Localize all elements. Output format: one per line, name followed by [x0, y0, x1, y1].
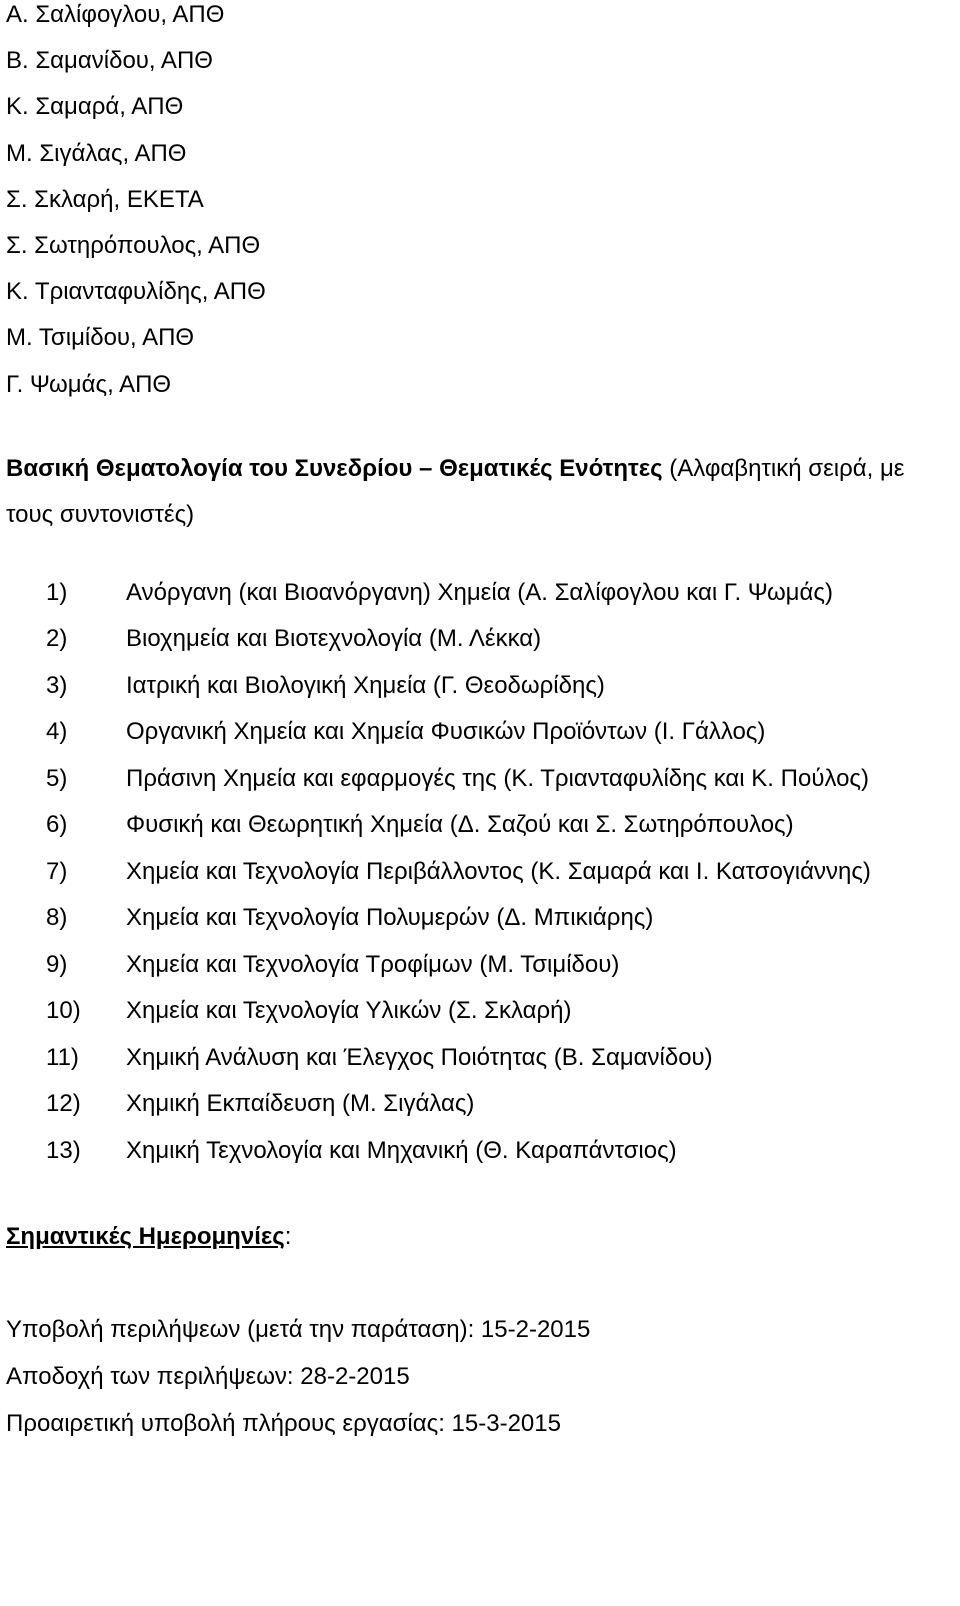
topic-text: Ανόργανη (και Βιοανόργανη) Χημεία (Α. Σαλίφογλου και Γ. Ψωμάς) [126, 578, 833, 606]
topic-text: Ιατρική και Βιολογική Χημεία (Γ. Θεοδωρίδης) [126, 671, 605, 699]
date-item: Προαιρετική υποβολή πλήρους εργασίας: 15-3-2015 [6, 1410, 561, 1438]
thematic-title: Βασική Θεματολογία του Συνεδρίου – Θεματικές Ενότητες [6, 454, 663, 482]
committee-member: Κ. Σαμαρά, ΑΠΘ [6, 93, 184, 121]
topic-item [6, 802, 952, 849]
topic-number: 2) [46, 625, 68, 653]
topic-list [6, 570, 952, 1175]
topic-item [6, 849, 952, 896]
date-item: Αποδοχή των περιλήψεων: 28-2-2015 [6, 1363, 410, 1391]
committee-list [6, 0, 952, 416]
topic-number: 5) [46, 764, 68, 792]
topic-number: 11) [46, 1043, 79, 1071]
dates-title: Σημαντικές Ημερομηνίες [6, 1223, 285, 1251]
topic-item [6, 756, 952, 803]
topic-text: Οργανική Χημεία και Χημεία Φυσικών Προϊόντων (Ι. Γάλλος) [126, 718, 766, 746]
spacer [6, 1260, 952, 1306]
topic-text: Χημική Τεχνολογία και Μηχανική (Θ. Καραπάντσιος) [126, 1136, 677, 1164]
topic-number: 6) [46, 811, 68, 839]
topic-item [6, 1035, 952, 1082]
dates-heading [6, 1214, 952, 1260]
topic-text: Χημεία και Τεχνολογία Περιβάλλοντος (Κ. Σαμαρά και Ι. Κατσογιάννης) [126, 857, 871, 885]
date-item: Υποβολή περιλήψεων (μετά την παράταση): 15-2-2015 [6, 1316, 591, 1344]
topic-text: Βιοχημεία και Βιοτεχνολογία (Μ. Λέκκα) [126, 625, 542, 653]
topic-item [6, 709, 952, 756]
topic-text: Χημική Εκπαίδευση (Μ. Σιγάλας) [126, 1090, 475, 1118]
topic-item [6, 1081, 952, 1128]
topic-text: Χημεία και Τεχνολογία Υλικών (Σ. Σκλαρή) [126, 997, 572, 1025]
topic-item [6, 616, 952, 663]
document-page [6, 0, 952, 1447]
committee-member: Α. Σαλίφογλου, ΑΠΘ [6, 1, 225, 28]
topic-number: 13) [46, 1136, 81, 1164]
topic-text: Χημική Ανάλυση και Έλεγχος Ποιότητας (Β. Σαμανίδου) [126, 1043, 713, 1071]
topic-item [6, 895, 952, 942]
topic-number: 3) [46, 671, 68, 699]
committee-member: Β. Σαμανίδου, ΑΠΘ [6, 47, 213, 75]
topic-item [6, 1128, 952, 1175]
committee-member: Γ. Ψωμάς, ΑΠΘ [6, 370, 172, 398]
topic-item [6, 942, 952, 989]
topic-number: 8) [46, 904, 68, 932]
topic-number: 4) [46, 718, 68, 746]
topic-item [6, 570, 952, 617]
committee-member: Σ. Σωτηρόπουλος, ΑΠΘ [6, 231, 261, 259]
topic-number: 7) [46, 857, 68, 885]
topic-item [6, 988, 952, 1035]
committee-member: Κ. Τριανταφυλίδης, ΑΠΘ [6, 278, 266, 306]
committee-member: Σ. Σκλαρή, ΕΚΕΤΑ [6, 185, 204, 213]
topic-number: 9) [46, 950, 68, 978]
topic-text: Φυσική και Θεωρητική Χημεία (Δ. Σαζού και Σ. Σωτηρόπουλος) [126, 811, 794, 839]
topic-text: Χημεία και Τεχνολογία Τροφίμων (Μ. Τσιμίδου) [126, 950, 620, 978]
dates-list [6, 1306, 952, 1447]
topic-text: Χημεία και Τεχνολογία Πολυμερών (Δ. Μπικιάρης) [126, 904, 654, 932]
topic-number: 12) [46, 1090, 81, 1118]
committee-member: Μ. Τσιμίδου, ΑΠΘ [6, 324, 195, 352]
thematic-subtitle: (Αλφαβητική σειρά, με τους συντονιστές) [6, 454, 905, 528]
topic-number: 1) [46, 578, 68, 606]
dates-title-colon: : [284, 1223, 292, 1251]
thematic-heading [6, 446, 952, 538]
topic-text: Πράσινη Χημεία και εφαρμογές της (Κ. Τριανταφυλίδης και Κ. Πούλος) [126, 764, 869, 792]
topic-number: 10) [46, 997, 81, 1025]
committee-member: Μ. Σιγάλας, ΑΠΘ [6, 139, 187, 167]
topic-item [6, 663, 952, 710]
